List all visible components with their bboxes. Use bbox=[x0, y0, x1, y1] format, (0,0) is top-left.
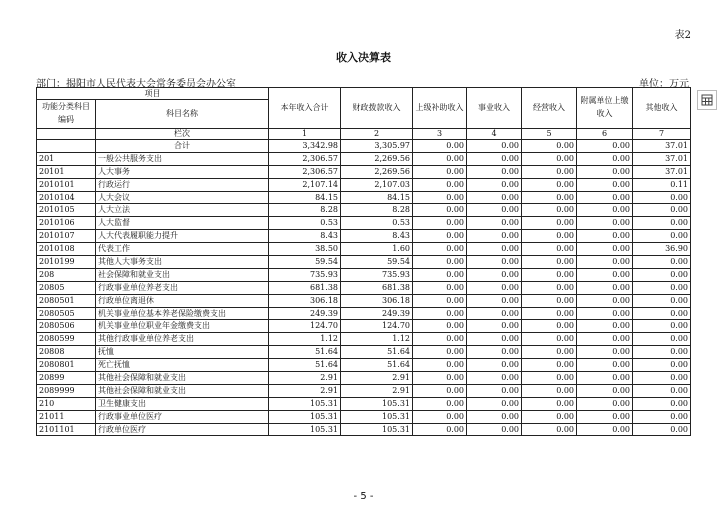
amount-cell: 0.00 bbox=[467, 423, 522, 436]
amount-cell: 59.54 bbox=[341, 256, 413, 269]
amount-cell: 0.00 bbox=[413, 410, 467, 423]
amount-cell: 0.00 bbox=[577, 256, 633, 269]
table-row bbox=[37, 256, 691, 269]
amount-cell: 0.00 bbox=[413, 256, 467, 269]
amount-cell: 306.18 bbox=[341, 294, 413, 307]
amount-cell: 249.39 bbox=[341, 307, 413, 320]
sheet-number: 表2 bbox=[674, 30, 691, 41]
amount-cell: 0.00 bbox=[467, 191, 522, 204]
index-number: 6 bbox=[577, 129, 633, 140]
amount-cell: 2,269.56 bbox=[341, 152, 413, 165]
amount-cell: 0.00 bbox=[413, 423, 467, 436]
amount-cell: 0.00 bbox=[522, 256, 577, 269]
amount-cell: 0.00 bbox=[633, 307, 691, 320]
subject-code-cell bbox=[37, 140, 96, 153]
subject-code-cell: 208 bbox=[37, 268, 96, 281]
amount-cell: 0.00 bbox=[413, 191, 467, 204]
amount-cell: 0.00 bbox=[413, 178, 467, 191]
amount-cell: 0.00 bbox=[577, 320, 633, 333]
table-row bbox=[37, 191, 691, 204]
amount-cell: 0.00 bbox=[577, 423, 633, 436]
subject-name-cell: 机关事业单位职业年金缴费支出 bbox=[96, 320, 269, 333]
subject-name-cell: 社会保障和就业支出 bbox=[96, 268, 269, 281]
amount-cell: 0.00 bbox=[577, 359, 633, 372]
table-row bbox=[37, 230, 691, 243]
amount-cell: 0.00 bbox=[467, 333, 522, 346]
report-title: 收入决算表 bbox=[336, 51, 391, 64]
amount-cell: 0.00 bbox=[522, 307, 577, 320]
amount-cell: 0.00 bbox=[522, 191, 577, 204]
amount-cell: 0.00 bbox=[633, 346, 691, 359]
subject-name-cell: 行政事业单位养老支出 bbox=[96, 281, 269, 294]
amount-cell: 0.00 bbox=[413, 346, 467, 359]
index-number: 1 bbox=[269, 129, 341, 140]
amount-cell: 0.00 bbox=[413, 307, 467, 320]
amount-cell: 105.31 bbox=[269, 397, 341, 410]
amount-cell: 0.00 bbox=[577, 152, 633, 165]
amount-cell: 0.00 bbox=[577, 140, 633, 153]
amount-cell: 2.91 bbox=[269, 384, 341, 397]
amount-cell: 681.38 bbox=[341, 281, 413, 294]
amount-cell: 0.00 bbox=[413, 333, 467, 346]
amount-cell: 0.00 bbox=[467, 281, 522, 294]
department-label: 部门：揭阳市人民代表大会常务委员会办公室 bbox=[36, 79, 236, 90]
amount-cell: 0.00 bbox=[413, 294, 467, 307]
amount-cell: 0.00 bbox=[467, 294, 522, 307]
amount-cell: 0.00 bbox=[467, 230, 522, 243]
amount-cell: 0.00 bbox=[522, 384, 577, 397]
amount-cell: 124.70 bbox=[269, 320, 341, 333]
amount-cell: 0.00 bbox=[522, 178, 577, 191]
amount-cell: 0.00 bbox=[522, 346, 577, 359]
subject-name-cell: 死亡抚恤 bbox=[96, 359, 269, 372]
subject-code-cell: 2080599 bbox=[37, 333, 96, 346]
amount-cell: 2,306.57 bbox=[269, 165, 341, 178]
amount-cell: 0.00 bbox=[633, 397, 691, 410]
income-table bbox=[36, 87, 691, 436]
amount-cell: 0.00 bbox=[467, 384, 522, 397]
header-index-row bbox=[37, 129, 691, 140]
subject-name-cell: 代表工作 bbox=[96, 243, 269, 256]
amount-cell: 0.00 bbox=[413, 397, 467, 410]
subject-name-cell: 人大代表履职能力提升 bbox=[96, 230, 269, 243]
amount-cell: 105.31 bbox=[341, 423, 413, 436]
amount-cell: 0.00 bbox=[522, 204, 577, 217]
amount-cell: 0.00 bbox=[633, 333, 691, 346]
index-number: 4 bbox=[467, 129, 522, 140]
amount-cell: 8.43 bbox=[341, 230, 413, 243]
amount-cell: 0.00 bbox=[413, 320, 467, 333]
header-code: 功能分类科目编码 bbox=[37, 100, 96, 129]
amount-cell: 0.00 bbox=[413, 359, 467, 372]
amount-cell: 0.00 bbox=[413, 268, 467, 281]
subject-code-cell: 210 bbox=[37, 397, 96, 410]
amount-cell: 0.00 bbox=[467, 307, 522, 320]
subject-name-cell: 机关事业单位基本养老保险缴费支出 bbox=[96, 307, 269, 320]
amount-cell: 8.28 bbox=[269, 204, 341, 217]
amount-cell: 0.00 bbox=[413, 165, 467, 178]
amount-cell: 0.00 bbox=[633, 217, 691, 230]
amount-cell: 0.00 bbox=[522, 359, 577, 372]
table-row bbox=[37, 281, 691, 294]
amount-cell: 0.00 bbox=[577, 217, 633, 230]
amount-cell: 0.00 bbox=[577, 281, 633, 294]
amount-cell: 105.31 bbox=[341, 410, 413, 423]
amount-cell: 105.31 bbox=[269, 423, 341, 436]
amount-cell: 0.00 bbox=[577, 178, 633, 191]
amount-cell: 0.00 bbox=[633, 294, 691, 307]
amount-cell: 2,306.57 bbox=[269, 152, 341, 165]
amount-cell: 51.64 bbox=[269, 359, 341, 372]
header-col-2: 财政拨款收入 bbox=[341, 88, 413, 129]
subject-code-cell: 2010106 bbox=[37, 217, 96, 230]
subject-name-cell: 行政运行 bbox=[96, 178, 269, 191]
header-col-3: 上级补助收入 bbox=[413, 88, 467, 129]
amount-cell: 8.43 bbox=[269, 230, 341, 243]
subject-name-cell: 卫生健康支出 bbox=[96, 397, 269, 410]
amount-cell: 0.00 bbox=[467, 204, 522, 217]
amount-cell: 0.00 bbox=[577, 372, 633, 385]
amount-cell: 37.01 bbox=[633, 165, 691, 178]
amount-cell: 0.00 bbox=[522, 281, 577, 294]
table-row bbox=[37, 217, 691, 230]
subject-name-cell: 人大会议 bbox=[96, 191, 269, 204]
amount-cell: 0.00 bbox=[413, 230, 467, 243]
subject-name-cell: 行政单位医疗 bbox=[96, 423, 269, 436]
header-col-7: 其他收入 bbox=[633, 88, 691, 129]
amount-cell: 735.93 bbox=[269, 268, 341, 281]
subject-code-cell: 201 bbox=[37, 152, 96, 165]
amount-cell: 36.90 bbox=[633, 243, 691, 256]
amount-cell: 105.31 bbox=[269, 410, 341, 423]
amount-cell: 0.00 bbox=[467, 320, 522, 333]
table-row bbox=[37, 294, 691, 307]
amount-cell: 0.00 bbox=[522, 152, 577, 165]
amount-cell: 0.00 bbox=[467, 243, 522, 256]
amount-cell: 0.00 bbox=[467, 410, 522, 423]
subject-name-cell: 其他行政事业单位养老支出 bbox=[96, 333, 269, 346]
subject-code-cell: 2089999 bbox=[37, 384, 96, 397]
amount-cell: 0.00 bbox=[413, 217, 467, 230]
amount-cell: 0.00 bbox=[577, 333, 633, 346]
amount-cell: 0.00 bbox=[633, 268, 691, 281]
amount-cell: 0.00 bbox=[413, 152, 467, 165]
amount-cell: 0.00 bbox=[522, 217, 577, 230]
subject-name-cell: 其他社会保障和就业支出 bbox=[96, 372, 269, 385]
header-subject-name: 科目名称 bbox=[96, 100, 269, 129]
total-row bbox=[37, 140, 691, 153]
amount-cell: 0.00 bbox=[633, 191, 691, 204]
amount-cell: 2,107.14 bbox=[269, 178, 341, 191]
subject-code-cell: 2080801 bbox=[37, 359, 96, 372]
amount-cell: 84.15 bbox=[269, 191, 341, 204]
amount-cell: 0.00 bbox=[467, 140, 522, 153]
amount-cell: 0.00 bbox=[577, 397, 633, 410]
amount-cell: 84.15 bbox=[341, 191, 413, 204]
subject-code-cell: 2010104 bbox=[37, 191, 96, 204]
amount-cell: 0.00 bbox=[522, 333, 577, 346]
index-number: 3 bbox=[413, 129, 467, 140]
subject-code-cell: 20808 bbox=[37, 346, 96, 359]
amount-cell: 3,342.98 bbox=[269, 140, 341, 153]
table-row bbox=[37, 346, 691, 359]
amount-cell: 37.01 bbox=[633, 140, 691, 153]
amount-cell: 0.00 bbox=[467, 152, 522, 165]
amount-cell: 37.01 bbox=[633, 152, 691, 165]
amount-cell: 3,305.97 bbox=[341, 140, 413, 153]
amount-cell: 0.00 bbox=[633, 281, 691, 294]
subject-name-cell: 行政事业单位医疗 bbox=[96, 410, 269, 423]
amount-cell: 0.00 bbox=[413, 372, 467, 385]
amount-cell: 0.00 bbox=[633, 320, 691, 333]
amount-cell: 0.00 bbox=[522, 410, 577, 423]
amount-cell: 0.00 bbox=[577, 410, 633, 423]
amount-cell: 0.00 bbox=[633, 204, 691, 217]
amount-cell: 1.12 bbox=[269, 333, 341, 346]
amount-cell: 51.64 bbox=[341, 346, 413, 359]
subject-code-cell: 2010199 bbox=[37, 256, 96, 269]
amount-cell: 0.00 bbox=[413, 384, 467, 397]
amount-cell: 8.28 bbox=[341, 204, 413, 217]
table-row bbox=[37, 372, 691, 385]
amount-cell: 0.00 bbox=[577, 346, 633, 359]
table-row bbox=[37, 320, 691, 333]
subject-name-cell: 一般公共服务支出 bbox=[96, 152, 269, 165]
amount-cell: 0.00 bbox=[522, 165, 577, 178]
amount-cell: 38.50 bbox=[269, 243, 341, 256]
amount-cell: 681.38 bbox=[269, 281, 341, 294]
amount-cell: 51.64 bbox=[269, 346, 341, 359]
amount-cell: 0.00 bbox=[467, 397, 522, 410]
amount-cell: 0.00 bbox=[467, 372, 522, 385]
amount-cell: 0.00 bbox=[577, 165, 633, 178]
header-col-5: 经营收入 bbox=[522, 88, 577, 129]
table-row bbox=[37, 359, 691, 372]
amount-cell: 1.12 bbox=[341, 333, 413, 346]
header-col-1: 本年收入合计 bbox=[269, 88, 341, 129]
amount-cell: 0.00 bbox=[633, 359, 691, 372]
amount-cell: 0.00 bbox=[633, 256, 691, 269]
amount-cell: 0.00 bbox=[633, 384, 691, 397]
amount-cell: 0.00 bbox=[577, 268, 633, 281]
amount-cell: 0.00 bbox=[633, 372, 691, 385]
amount-cell: 0.00 bbox=[522, 140, 577, 153]
amount-cell: 0.00 bbox=[577, 307, 633, 320]
amount-cell: 0.00 bbox=[413, 204, 467, 217]
table-row bbox=[37, 333, 691, 346]
table-header bbox=[37, 88, 691, 140]
amount-cell: 0.00 bbox=[467, 178, 522, 191]
table-row bbox=[37, 178, 691, 191]
amount-cell: 735.93 bbox=[341, 268, 413, 281]
subject-name-cell: 其他人大事务支出 bbox=[96, 256, 269, 269]
amount-cell: 0.00 bbox=[467, 256, 522, 269]
amount-cell: 0.00 bbox=[577, 294, 633, 307]
amount-cell: 0.00 bbox=[467, 165, 522, 178]
subject-code-cell: 20805 bbox=[37, 281, 96, 294]
amount-cell: 0.00 bbox=[467, 217, 522, 230]
index-blank bbox=[37, 129, 96, 140]
amount-cell: 0.00 bbox=[633, 410, 691, 423]
table-row bbox=[37, 307, 691, 320]
amount-cell: 0.00 bbox=[633, 230, 691, 243]
amount-cell: 0.00 bbox=[522, 230, 577, 243]
subject-name-cell: 人大立法 bbox=[96, 204, 269, 217]
subject-code-cell: 2080506 bbox=[37, 320, 96, 333]
amount-cell: 2.91 bbox=[341, 372, 413, 385]
amount-cell: 2,269.56 bbox=[341, 165, 413, 178]
amount-cell: 0.00 bbox=[467, 268, 522, 281]
subject-code-cell: 2080505 bbox=[37, 307, 96, 320]
subject-code-cell: 20101 bbox=[37, 165, 96, 178]
index-label: 栏次 bbox=[96, 129, 269, 140]
amount-cell: 0.11 bbox=[633, 178, 691, 191]
amount-cell: 0.00 bbox=[522, 320, 577, 333]
table-row bbox=[37, 410, 691, 423]
table-row bbox=[37, 268, 691, 281]
unit-label: 单位：万元 bbox=[639, 79, 689, 90]
amount-cell: 0.00 bbox=[522, 397, 577, 410]
subject-name-cell: 行政单位离退休 bbox=[96, 294, 269, 307]
subject-name-cell: 合计 bbox=[96, 140, 269, 153]
table-row bbox=[37, 397, 691, 410]
amount-cell: 59.54 bbox=[269, 256, 341, 269]
table-row bbox=[37, 152, 691, 165]
amount-cell: 0.00 bbox=[577, 243, 633, 256]
amount-cell: 105.31 bbox=[341, 397, 413, 410]
subject-code-cell: 2010108 bbox=[37, 243, 96, 256]
amount-cell: 0.53 bbox=[269, 217, 341, 230]
table-body bbox=[37, 140, 691, 436]
table-icon bbox=[698, 91, 716, 109]
header-col-4: 事业收入 bbox=[467, 88, 522, 129]
table-row bbox=[37, 423, 691, 436]
index-number: 7 bbox=[633, 129, 691, 140]
subject-code-cell: 2010101 bbox=[37, 178, 96, 191]
subject-name-cell: 人大监督 bbox=[96, 217, 269, 230]
amount-cell: 0.00 bbox=[522, 243, 577, 256]
amount-cell: 0.00 bbox=[413, 281, 467, 294]
header-item: 项目 bbox=[37, 88, 269, 100]
amount-cell: 0.00 bbox=[522, 294, 577, 307]
amount-cell: 0.00 bbox=[467, 359, 522, 372]
amount-cell: 0.00 bbox=[577, 191, 633, 204]
amount-cell: 2,107.03 bbox=[341, 178, 413, 191]
amount-cell: 249.39 bbox=[269, 307, 341, 320]
amount-cell: 0.00 bbox=[577, 204, 633, 217]
amount-cell: 0.53 bbox=[341, 217, 413, 230]
amount-cell: 0.00 bbox=[413, 243, 467, 256]
table-row bbox=[37, 384, 691, 397]
subject-name-cell: 人大事务 bbox=[96, 165, 269, 178]
amount-cell: 306.18 bbox=[269, 294, 341, 307]
table-row bbox=[37, 204, 691, 217]
table-view-button[interactable] bbox=[697, 90, 717, 110]
subject-code-cell: 21011 bbox=[37, 410, 96, 423]
header-row-1 bbox=[37, 88, 691, 100]
subject-code-cell: 20899 bbox=[37, 372, 96, 385]
amount-cell: 51.64 bbox=[341, 359, 413, 372]
header-col-6: 附属单位上缴收入 bbox=[577, 88, 633, 129]
amount-cell: 0.00 bbox=[577, 230, 633, 243]
subject-code-cell: 2101101 bbox=[37, 423, 96, 436]
amount-cell: 0.00 bbox=[413, 140, 467, 153]
amount-cell: 0.00 bbox=[522, 372, 577, 385]
page-number: - 5 - bbox=[353, 491, 374, 502]
index-number: 5 bbox=[522, 129, 577, 140]
table-row bbox=[37, 165, 691, 178]
amount-cell: 0.00 bbox=[577, 384, 633, 397]
amount-cell: 2.91 bbox=[341, 384, 413, 397]
table-row bbox=[37, 243, 691, 256]
index-number: 2 bbox=[341, 129, 413, 140]
subject-code-cell: 2080501 bbox=[37, 294, 96, 307]
subject-code-cell: 2010107 bbox=[37, 230, 96, 243]
subject-name-cell: 抚恤 bbox=[96, 346, 269, 359]
subject-code-cell: 2010105 bbox=[37, 204, 96, 217]
amount-cell: 0.00 bbox=[522, 268, 577, 281]
amount-cell: 124.70 bbox=[341, 320, 413, 333]
subject-name-cell: 其他社会保障和就业支出 bbox=[96, 384, 269, 397]
amount-cell: 2.91 bbox=[269, 372, 341, 385]
amount-cell: 1.60 bbox=[341, 243, 413, 256]
amount-cell: 0.00 bbox=[633, 423, 691, 436]
amount-cell: 0.00 bbox=[522, 423, 577, 436]
amount-cell: 0.00 bbox=[467, 346, 522, 359]
